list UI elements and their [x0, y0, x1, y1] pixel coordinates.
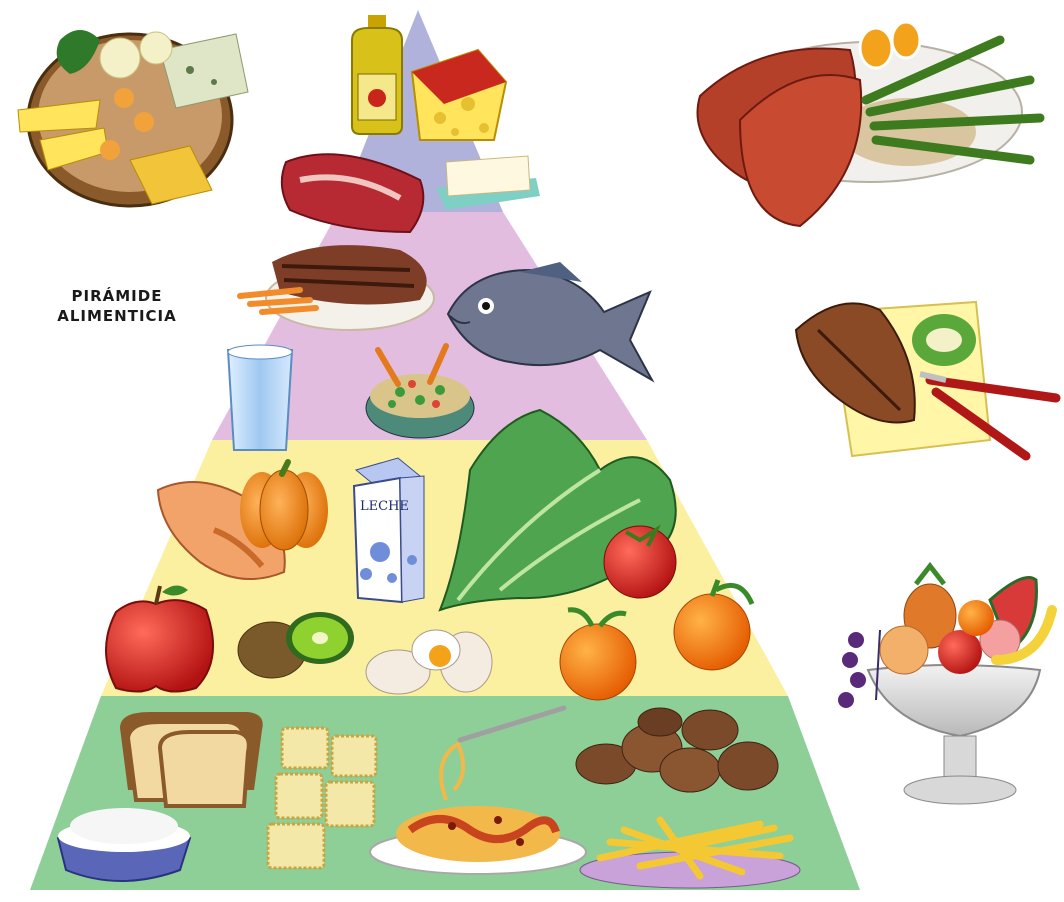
steak-with-cutlery	[796, 302, 1056, 456]
milk-glass	[228, 345, 292, 450]
rice-bowl	[58, 808, 190, 881]
page-title	[22, 286, 212, 326]
tomato	[604, 526, 676, 598]
butter	[436, 156, 540, 210]
milk-carton-label: LECHE	[360, 499, 409, 514]
fruit-bowl	[838, 566, 1052, 804]
bread	[120, 712, 263, 806]
oil-bottle	[352, 15, 402, 134]
steak-plate	[240, 245, 434, 330]
cheese-board	[18, 30, 248, 206]
title-line-1: PIRÁMIDE	[71, 287, 163, 305]
meat-beans-plate	[698, 22, 1041, 226]
pumpkin	[240, 462, 328, 550]
title-line-2: ALIMENTICIA	[57, 307, 177, 325]
